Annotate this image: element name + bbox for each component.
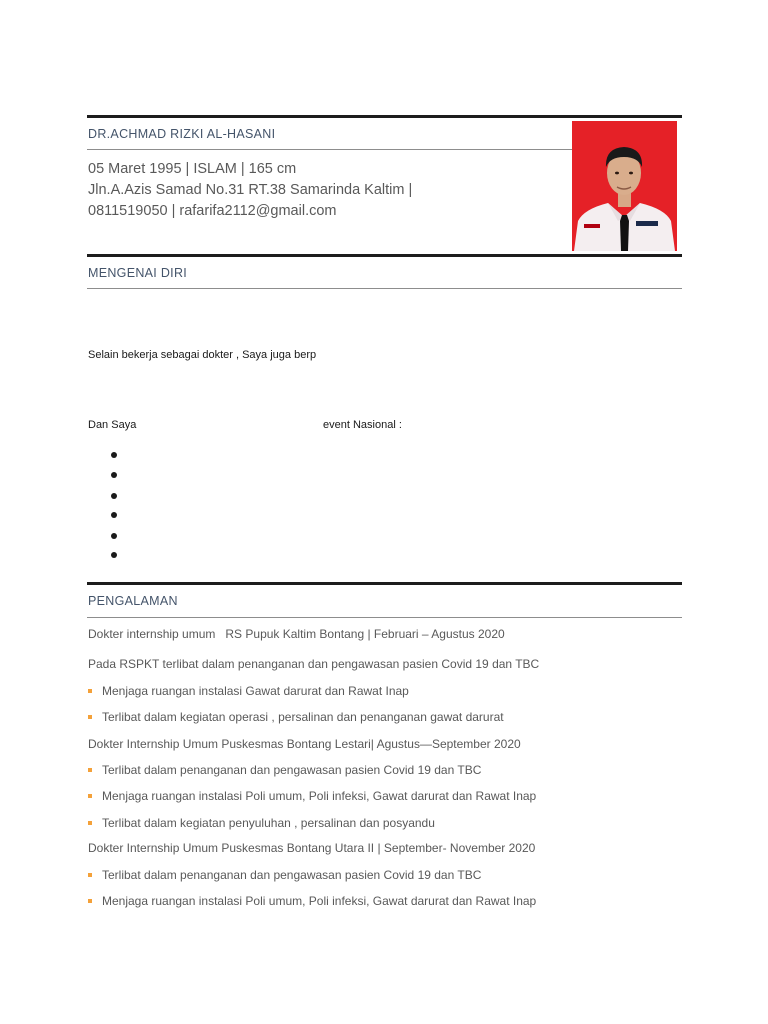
list-bullet	[111, 512, 117, 518]
orange-bullet-icon	[88, 715, 92, 719]
list-bullet	[111, 552, 117, 558]
header-name-rule	[87, 149, 572, 150]
list-bullet	[111, 493, 117, 499]
list-bullet	[111, 472, 117, 478]
experience-item-text: Terlibat dalam kegiatan operasi , persalinan dan penanganan gawat darurat	[102, 710, 504, 724]
candidate-name: DR.ACHMAD RIZKI AL-HASANI	[88, 127, 276, 141]
about-top-rule	[87, 254, 682, 257]
orange-bullet-icon	[88, 821, 92, 825]
orange-bullet-icon	[88, 873, 92, 877]
experience-item	[88, 684, 409, 698]
experience-item	[88, 789, 536, 803]
header-top-rule	[87, 115, 682, 118]
about-paragraph-1: Selain bekerja sebagai dokter , Saya juga berp	[88, 349, 317, 361]
experience-item	[88, 894, 536, 908]
experience-item-text: Menjaga ruangan instalasi Gawat darurat dan Rawat Inap	[102, 684, 409, 698]
profile-photo-illustration	[572, 121, 677, 251]
personal-info-line-3: 0811519050 | rafarifa2112@gmail.com	[88, 203, 337, 219]
about-section-title: MENGENAI DIRI	[88, 266, 188, 280]
experience-item-text: Terlibat dalam kegiatan penyuluhan , persalinan dan posyandu	[102, 816, 435, 830]
profile-photo	[572, 121, 677, 251]
experience-item-text: Menjaga ruangan instalasi Poli umum, Poli infeksi, Gawat darurat dan Rawat Inap	[102, 894, 537, 908]
experience-item	[88, 763, 481, 777]
orange-bullet-icon	[88, 794, 92, 798]
list-bullet	[111, 533, 117, 539]
about-title-rule	[87, 288, 682, 289]
experience-item	[88, 868, 481, 882]
personal-info-line-2: Jln.A.Azis Samad No.31 RT.38 Samarinda Kaltim |	[88, 182, 413, 198]
about-paragraph-2-end: event Nasional :	[323, 419, 402, 431]
experience-item	[88, 710, 504, 724]
experience-section-title: PENGALAMAN	[88, 594, 178, 608]
personal-info	[88, 159, 412, 222]
list-bullet	[111, 452, 117, 458]
experience-item-text: Terlibat dalam penanganan dan pengawasan pasien Covid 19 dan TBC	[102, 868, 482, 882]
experience-top-rule	[87, 582, 682, 585]
orange-bullet-icon	[88, 899, 92, 903]
about-paragraph-2-start: Dan Saya	[88, 419, 137, 431]
experience-title-rule	[87, 617, 682, 618]
experience-heading-3: Dokter Internship Umum Puskesmas Bontang Utara II | September- November 2020	[88, 841, 536, 855]
experience-item-text: Menjaga ruangan instalasi Poli umum, Poli infeksi, Gawat darurat dan Rawat Inap	[102, 789, 537, 803]
experience-item-text: Terlibat dalam penanganan dan pengawasan pasien Covid 19 dan TBC	[102, 763, 482, 777]
orange-bullet-icon	[88, 768, 92, 772]
experience-summary-1: Pada RSPKT terlibat dalam penanganan dan pengawasan pasien Covid 19 dan TBC	[88, 657, 540, 671]
experience-heading-1: Dokter internship umum RS Pupuk Kaltim Bontang | Februari – Agustus 2020	[88, 627, 505, 641]
experience-item	[88, 816, 435, 830]
personal-info-line-1: 05 Maret 1995 | ISLAM | 165 cm	[88, 161, 297, 177]
experience-heading-2: Dokter Internship Umum Puskesmas Bontang Lestari| Agustus—September 2020	[88, 737, 521, 751]
orange-bullet-icon	[88, 689, 92, 693]
